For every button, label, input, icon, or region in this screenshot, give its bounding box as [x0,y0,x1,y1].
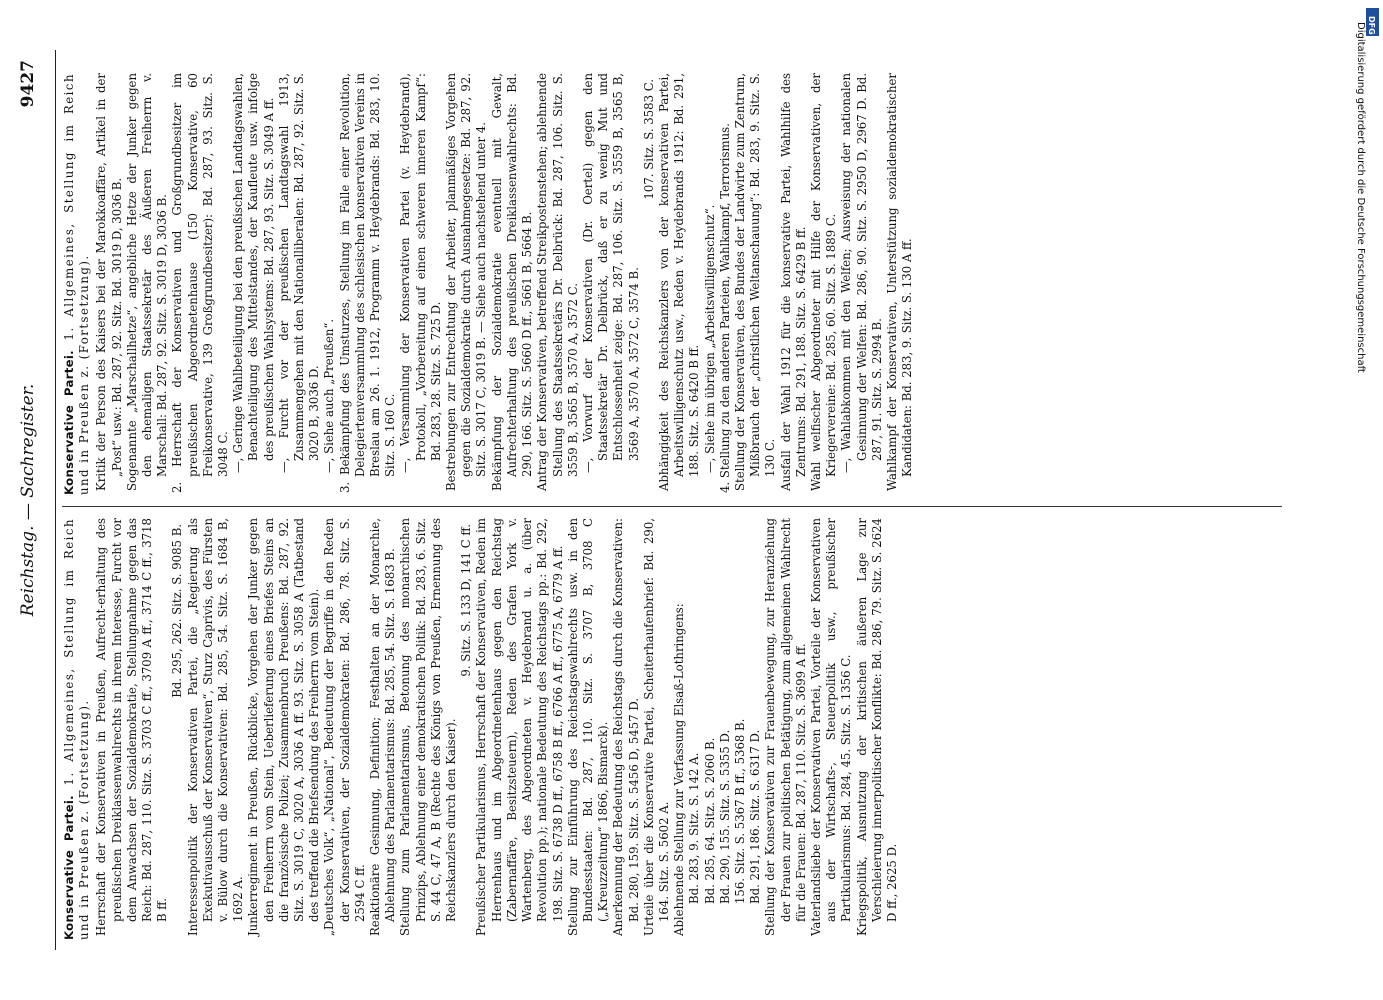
numbered-section: 3. Bekämpfung des Umsturzes, Stellung im Falle einer Revolution, Delegiertenversammlung des schlesischen konservativen Vereins in Breslau am 26. 1. 1912, Programm v. Heydebrands: Bd. 283, 10. Sitz. S. 160 C. [337,73,398,493]
reference-line: Bd. 295, 262. Sitz. S. 9085 B. [170,524,185,698]
index-entry: „Deutsches Volk“, „National“, Bedeutung der Begriffe in den Reden der Konservativen, der Sozialdemokraten: Bd. 286, 78. Sitz. S. 2594 C ff. [322,518,367,936]
index-entry: Sogenannte „Marschallhetze“, angebliche Hetze der Junker gegen den ehemaligen Staatssekretär des Äußeren Freiherrn v. Marschall: Bd. 287, 92. Sitz. S. 3019 D, 3036 B. [124,73,170,491]
index-entry: Anerkennung der Bedeutung des Reichstags durch die Konservativen: Bd. 280, 159. Sitz. S. 5456 D, 5457 D. [611,518,641,936]
digitization-note-text: Digitalisierung gefördert durch die Deutsche Forschungsgemeinschaft [1355,22,1366,373]
running-head [10,50,50,950]
reference-line: 107. Sitz. S. 3583 C. [641,79,656,200]
index-entry: Preußischer Partikularismus, Herrschaft der Konservativen, Reden im Herrenhaus und im Abgeordnetenhaus gegen den Reichstag (Zabernaffäre, Besitzsteuern), Reden des Grafen York v. Wartenberg, des Abgeordneten v. Heydebrand u. a. (über Revolution pp.); nationale Bedeutung des Reichstags pp.: Bd. 292, 198. Sitz. S. 6738 D ff., 6758 B ff., 6766 A ff., 6775 A, 6779 A ff. [474,518,565,936]
dfg-logo [1366,8,1379,36]
heading-keyword: Konservative Partei. [62,795,76,940]
numbered-section: 4. Stellung zu den anderen Parteien, Wahlkampf, Terrorismus. [717,123,732,493]
index-entry: Bestrebungen zur Entrechtung der Arbeiter, planmäßiges Vorgehen gegen die Sozialdemokratie durch Ausnahmegesetze: Bd. 287, 92. Sitz. S. 3017 C, 3019 B. — Siehe auch nachstehend unter 4. [444,73,489,491]
page-title: Reichstag. — Sachregister. [18,383,38,617]
index-entry: Antrag der Konservativen, betreffend Streikpostenstehen; ablehnende Stellung des Staatssekretärs Dr. Delbrück: Bd. 287, 106. Sitz. S. 3559 B, 3565 B, 3570 A, 3572 C. [535,73,580,491]
index-entry: Stellung zur Einführung des Reichstagswahlrechts usw. in den Bundesstaaten: Bd. 287, 110. Sitz. S. 3707 B, 3708 C („Kreuzzeitung“ 1866, Bismarck). [565,518,611,936]
index-entry: Junkerregiment in Preußen, Rückblicke, Vorgehen der Junker gegen den Freiherrn vom Stein, Ueberlieferung eines Briefes Steins an die französische Polizei; Zusammenbruch Preußens: Bd. 287, 92. Sitz. S. 3019 C, 3020 A, 3036 A ff. 93. Sitz. S. 3058 A (Tatbestand des treffend die Briefsendung des Freiherrn vom Stein). [246,518,322,936]
reference-line: 9. Sitz. S. 133 D, 141 C ff. [459,524,474,677]
index-entry: —, Furcht vor der preußischen Landtagswahl 1913, Zusammengehen mit den Nationalliberalen: Bd. 287, 92. Sitz. S. 3020 B, 3036 D. [276,73,322,473]
index-entry: Reaktionäre Gesinnung, Definition; Festhalten an der Monarchie, Ablehnung des Parlamentarismus: Bd. 285, 54. Sitz. S. 1683 B. [368,518,398,936]
numbered-section: 2. Herrschaft der Konservativen und Großgrundbesitzer im preußischen Abgeordnetenhause (150 Konservative, 60 Freikonservative, 139 Großgrundbesitzer): Bd. 287, 93. Sitz. S. 3048 C. [170,73,231,493]
entry-heading [62,518,92,940]
index-entry: Herrschaft der Konservativen in Preußen, Aufrecht-erhaltung des preußischen Dreiklassenwahlrechts in ihrem Interesse, Furcht vor dem Anwachsen der Sozialdemokratie, Stellungnahme gegen das Reich: Bd. 287, 110. Sitz. S. 3703 C ff., 3709 A ff., 3714 C ff., 3718 B ff. [94,518,170,936]
index-entry: Stellung zum Parlamentarismus, Betonung des monarchischen Prinzips, Ablehnung einer demokratischen Politik: Bd. 283, 6. Sitz. S. 44 C, 47 A, B (Rechte des Königs von Preußen, Ernennung des Reichskanzlers durch den Kaiser). [398,518,459,936]
index-entry: —, Wahlabkommen mit den Welfen; Ausweisung der nationalen Gesinnung der Welfen: Bd. 286, 90. Sitz. S. 2950 D, 2967 D. Bd. 287, 91. Sitz. S. 2994 B. [839,73,884,473]
left-column [62,518,1292,940]
index-entry: Wahlkampf der Konservativen, Unterstützung sozialdemokratischer Kandidaten: Bd. 283, 9. Sitz. S. 130 A ff. [884,73,915,491]
index-entry: Wahl welfischer Abgeordneter mit Hilfe der Konservativen, der Kriegervereine: Bd. 285, 60. Sitz. S. 1889 C. [808,73,839,491]
heading-keyword: Konservative Partei. [62,350,76,495]
index-entry: Kriegspolitik, Ausnutzung der kritischen äußeren Lage zur Verschleierung innerpolitischer Konflikte: Bd. 286, 79. Sitz. S. 2624 D ff., 2625 D. [854,518,899,936]
index-entry: Bd. 291, 186. Sitz. S. 6317 D. [748,729,763,904]
index-entry: Bd. 290, 155. Sitz. S. 5355 D. [717,729,732,904]
index-entry: Kritik der Person des Kaisers bei der Marokkoaffäre, Artikel in der „Post“ usw.: Bd. 287, 92. Sitz. Bd. 3019 D, 3036 B. [94,73,124,491]
index-entry: Vaterlandsliebe der Konservativen Partei, Vorteile der Konservativen aus der Wirtschafts-, Steuerpolitik usw., preußischer Partikularismus: Bd. 284, 45. Sitz. S. 1356 C. [808,518,854,936]
column-divider [62,506,1282,507]
index-entry: Bd. 285, 64. Sitz. S. 2060 B. [702,737,717,904]
index-entry: Ablehnende Stellung zur Verfassung Elsaß-Lothringens: [672,603,687,936]
index-entry: Ausfall der Wahl 1912 für die konservative Partei, Wahlhilfe des Zentrums: Bd. 291, 188. Sitz. S. 6429 B ff. [778,73,808,491]
index-entry: 156. Sitz. S. 5367 B ff., 5368 B. [732,718,747,904]
entry-heading [62,73,92,495]
index-entry: Stellung der Konservativen zur Frauenbewegung, zur Heranziehung der Frauen zur politischen Betätigung, zum allgemeinen Wahlrecht für die Frauen: Bd. 287, 110. Sitz. S. 3699 A ff. [763,518,808,936]
index-entry: —, Vorwurf der Konservativen (Dr. Oertel) gegen den Staatssekretär Dr. Delbrück, daß er zu wenig Mut und Entschlossenheit zeige: Bd. 287, 106. Sitz. S. 3559 B, 3565 B, 3569 A, 3570 A, 3572 C, 3574 B. [580,73,641,473]
index-entry: Stellung der Konservativen, des Bundes der Landwirte zum Zentrum, Mißbrauch der „christlichen Weltanschauung“: Bd. 283, 9. Sitz. S. 130 C. [732,73,778,491]
index-entry: Abhängigkeit des Reichskanzlers von der konservativen Partei, Arbeitswilligenschutz usw., Reden v. Heydebrands 1912: Bd. 291, 188. Sitz. S. 6420 B ff. [656,73,702,491]
right-column [62,73,1292,495]
index-entry: —, Versammlung der Konservativen Partei (v. Heydebrand), Protokoll, „Vorbereitung auf einen schweren inneren Kampf“: Bd. 283, 28. Sitz. S. 725 D. [398,73,443,473]
index-entry: —, Geringe Wahlbeteiligung bei den preußischen Landtagswahlen, Benachteiligung des Mittelstandes, der Kaufleute usw. infolge des preußischen Wahlsystems: Bd. 287, 93. Sitz. S. 3049 A ff. [231,73,276,473]
header-rule [55,50,56,950]
index-entry: Interessenpolitik der Konservativen Partei, die „Regierung als Exekutivausschuß der Konservativen“, Sturz Caprivis, des Fürsten v. Bülow durch die Konservativen: Bd. 285, 54. Sitz. S. 1684 B, 1692 A. [185,518,246,936]
index-entry: Bd. 283, 9. Sitz. S. 142 A. [687,752,702,904]
page-number: 9427 [18,60,38,108]
index-entry: Bekämpfung der Sozialdemokratie eventuell mit Gewalt, Aufrechterhaltung des preußischen Dreiklassenwahlrechts: Bd. 290, 166. Sitz. S. 5660 D ff., 5661 B, 5664 B. [489,73,535,491]
index-entry: —, Siehe im übrigen „Arbeitswilligenschutz“. [702,204,717,473]
digitization-note [1338,10,1376,990]
dfg-logo-text: DFG [1367,16,1376,35]
heading-text: 1. Allgemeines, Stellung im Reich und in Preußen z. (Fortsetzung). [62,73,92,495]
index-entry: Urteile über die Konservative Partei, Scheiterhaufenbrief: Bd. 290, 164. Sitz. S. 5602 A. [641,518,671,936]
heading-text: 1. Allgemeines, Stellung im Reich und in Preußen z. (Fortsetzung). [62,518,92,940]
index-entry: —, Siehe auch „Preußen“. [322,318,337,473]
